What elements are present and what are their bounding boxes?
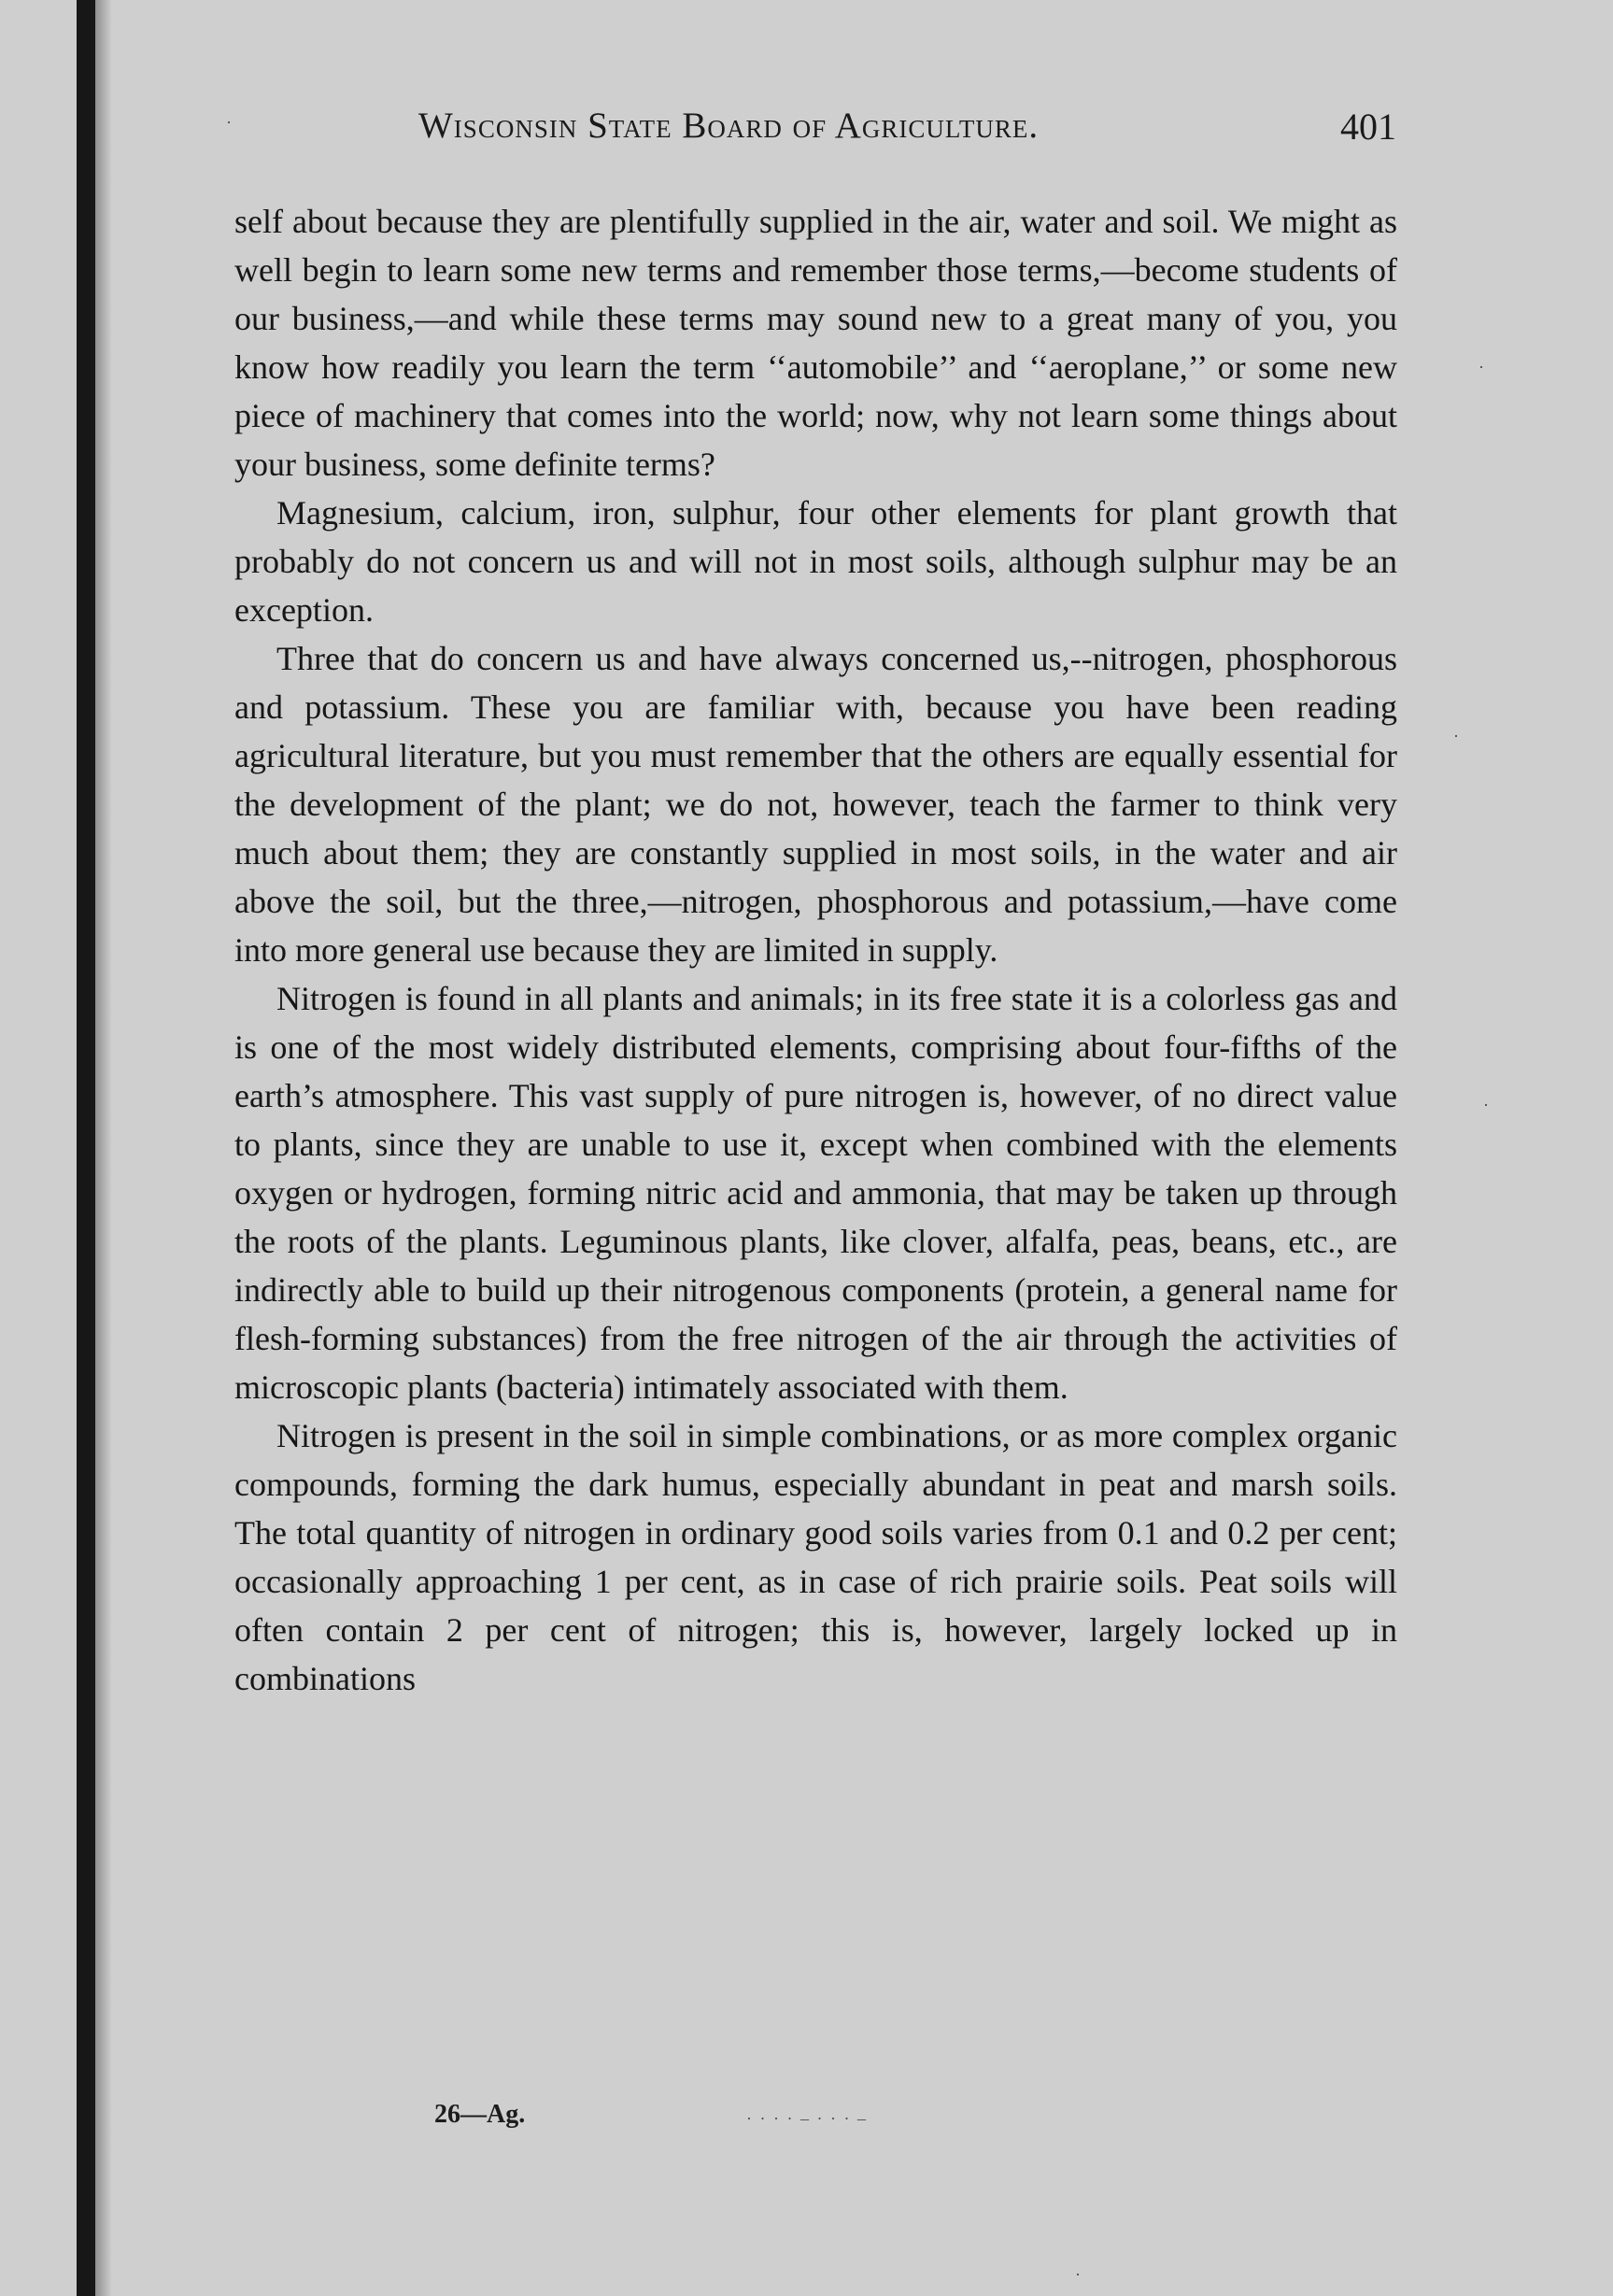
scan-marks: · · · · – · · · – (746, 2109, 868, 2128)
paragraph-continued: self about because they are plentifully supplied in the air, water and soil. We might as well begin to learn some new terms and remember those terms,—become students of our business,—and while these terms may sound new to a great many of you, you know how readily you learn the term ‘‘automobile’’ and ‘‘aeroplane,’’ or some new piece of machinery that comes into the world; now, why not learn some things about your business, some definite terms? (234, 203, 1397, 483)
scan-speck: · (226, 113, 232, 132)
paragraph-magnesium: Magnesium, calcium, iron, sulphur, four other elements for plant growth that probably do not concern us and will not in most soils, although sulphur may be an exception. (234, 494, 1397, 629)
scan-speck: · (1075, 2265, 1081, 2284)
running-title: Wisconsin State Board of Agriculture. (418, 106, 1040, 146)
page-binding-shadow (95, 0, 112, 2296)
paragraph-three-elements: Three that do concern us and have always concerned us,--nitrogen, phosphorous and potassium. These you are familiar with, because you have been reading agricultural literature, but you must remember that the others are equally essential for the development of the plant; we do not, however, teach the farmer to think very much about them; they are constantly supplied in most soils, in the water and air above the soil, but the three,—nitrogen, phosphorous and potassium,—have come into more general use because they are limited in supply. (234, 640, 1397, 969)
signature-mark: 26—Ag. (434, 2100, 526, 2129)
paragraph-nitrogen-found: Nitrogen is found in all plants and animals; in its free state it is a colorless gas and is one of the most widely distributed elements, comprising about four-fifths of the earth’s atmosphere. This vast supply of pure nitrogen is, however, of no direct value to plants, since they are unable to use it, except when combined with the elements oxygen or hydrogen, forming nitric acid and ammonia, that may be taken up through the roots of the plants. Leguminous plants, like clover, alfalfa, peas, beans, etc., are indirectly able to build up their nitrogenous components (protein, a general name for flesh-forming substances) from the free nitrogen of the air through the activities of microscopic plants (bacteria) intimately associated with them. (234, 980, 1397, 1406)
paragraph-nitrogen-present: Nitrogen is present in the soil in simple combinations, or as more complex organic compounds, forming the dark humus, especially abundant in peat and marsh soils. The total quantity of nitrogen in ordinary good soils varies from 0.1 and 0.2 per cent; occasionally approaching 1 per cent, as in case of rich prairie soils. Peat soils will often contain 2 per cent of nitrogen; this is, however, largely locked up in combinations (234, 1417, 1397, 1697)
scan-speck: · (1483, 1096, 1489, 1114)
scan-speck: · (1453, 727, 1459, 745)
page-number: 401 (1340, 106, 1396, 148)
page-header (233, 105, 1396, 151)
body-text (234, 197, 1397, 1703)
page-binding-edge (77, 0, 95, 2296)
scan-speck: · (1479, 358, 1484, 376)
